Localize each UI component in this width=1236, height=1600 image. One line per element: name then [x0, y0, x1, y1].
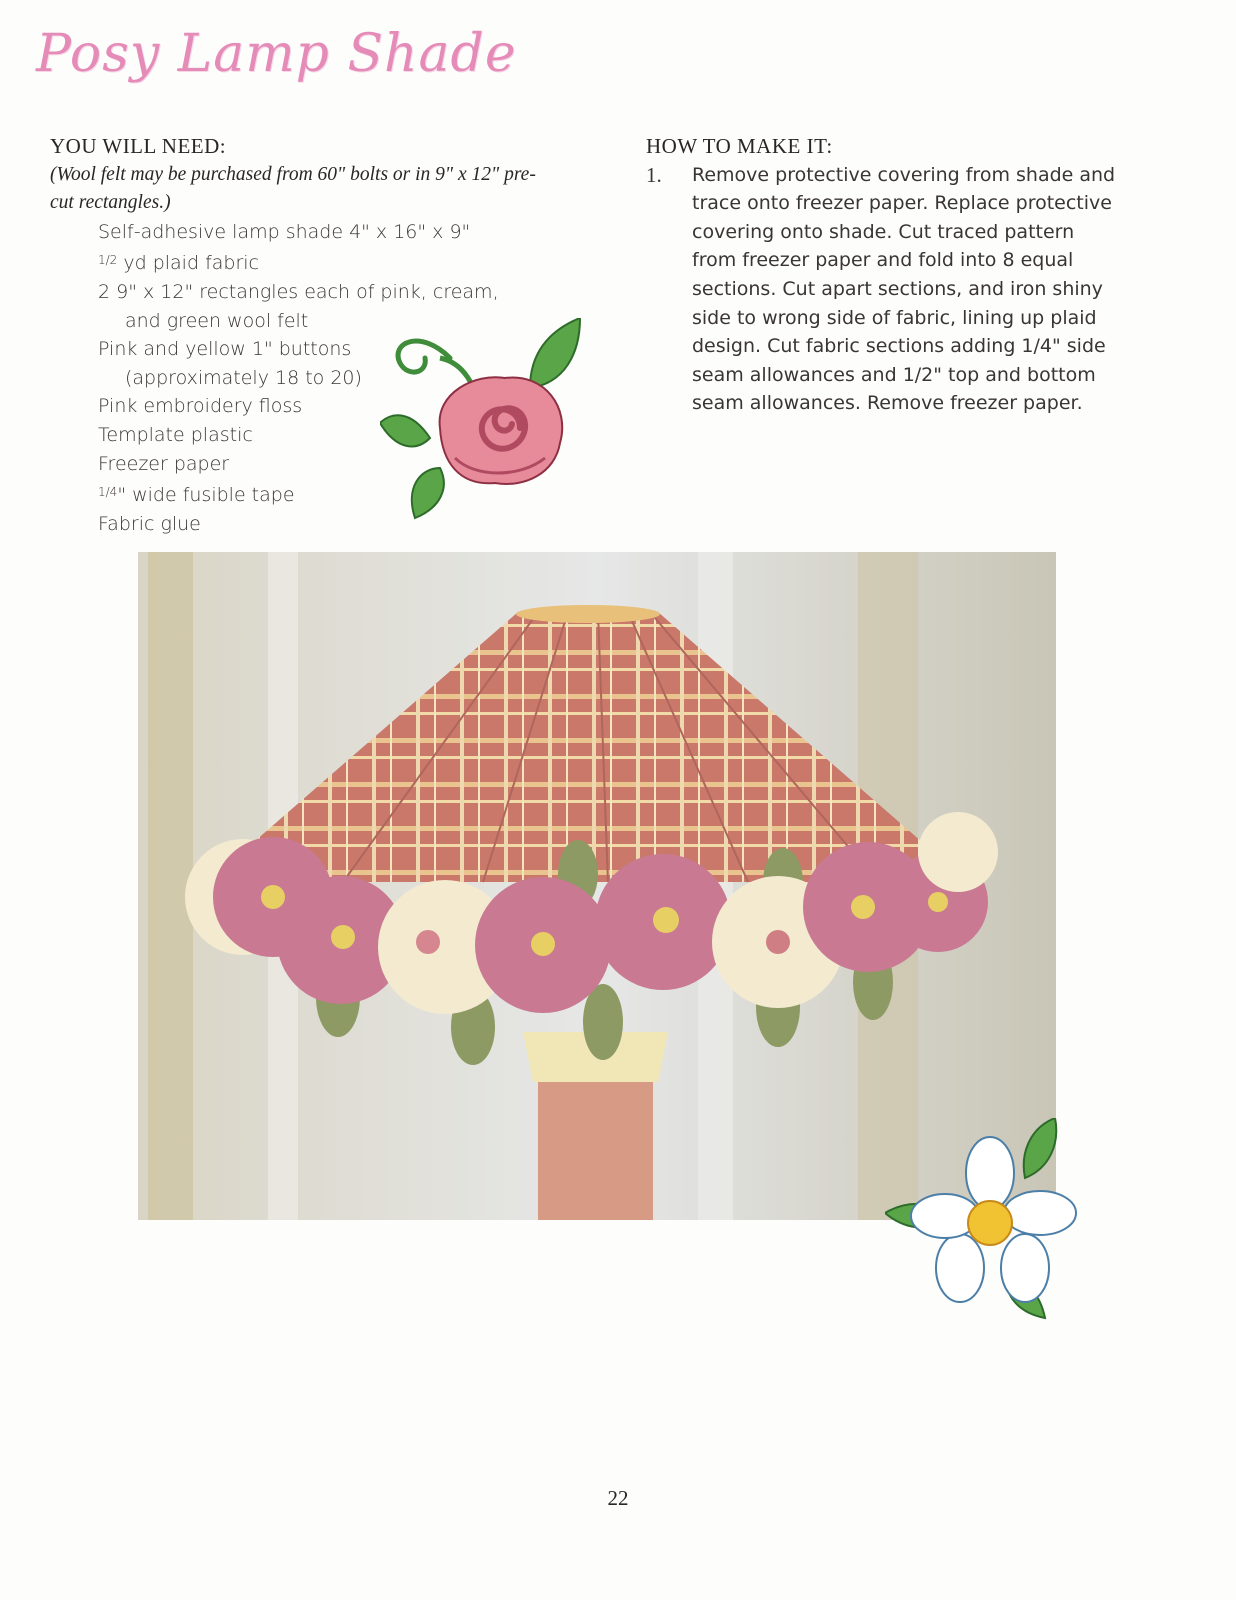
- material-item: Template plastic: [98, 423, 253, 446]
- fraction: 1/4: [98, 485, 118, 500]
- page-title: Posy Lamp Shade: [36, 24, 517, 84]
- step-text: Remove protective covering from shade and trace onto freezer paper. Replace protective covering onto shade. Cut traced pattern from freezer paper and fold into 8 equal sections. Cut apart sections, and iron shiny side to wrong side of fabric, lining up plaid design. Cut fabric sections adding 1/4" side seam allowances and 1/2" top and bottom seam allowances. Remove freezer paper.: [692, 163, 1116, 415]
- instructions-section: [646, 132, 1116, 418]
- materials-note: (Wool felt may be purchased from 60" bolts or in 9" x 12" pre-cut rectangles.): [50, 163, 536, 214]
- instructions-heading: HOW TO MAKE IT:: [646, 134, 833, 158]
- material-item: Pink embroidery floss: [98, 395, 303, 418]
- instruction-step: [646, 161, 1116, 418]
- material-item: Freezer paper: [98, 452, 230, 475]
- material-item: Self-adhesive lamp shade 4" x 16" x 9": [98, 220, 471, 243]
- fraction: 1/2: [98, 253, 118, 268]
- material-item: Pink and yellow 1" buttons: [98, 338, 352, 361]
- step-number: 1.: [646, 162, 662, 187]
- material-item: (approximately 18 to 20): [125, 366, 362, 389]
- material-item: $^{1/4}$" wide fusible tape: [98, 484, 295, 507]
- material-item: 2 9" x 12" rectangles each of pink, cream,: [98, 280, 499, 303]
- material-item: $^{1/2}$ yd plaid fabric: [98, 252, 259, 275]
- material-item: Fabric glue: [98, 512, 201, 535]
- rose-illustration: [380, 318, 600, 528]
- material-item: and green wool felt: [125, 309, 309, 332]
- materials-heading: YOU WILL NEED:: [50, 134, 227, 158]
- page-number: 22: [607, 1486, 629, 1510]
- daisy-illustration: [885, 1118, 1085, 1328]
